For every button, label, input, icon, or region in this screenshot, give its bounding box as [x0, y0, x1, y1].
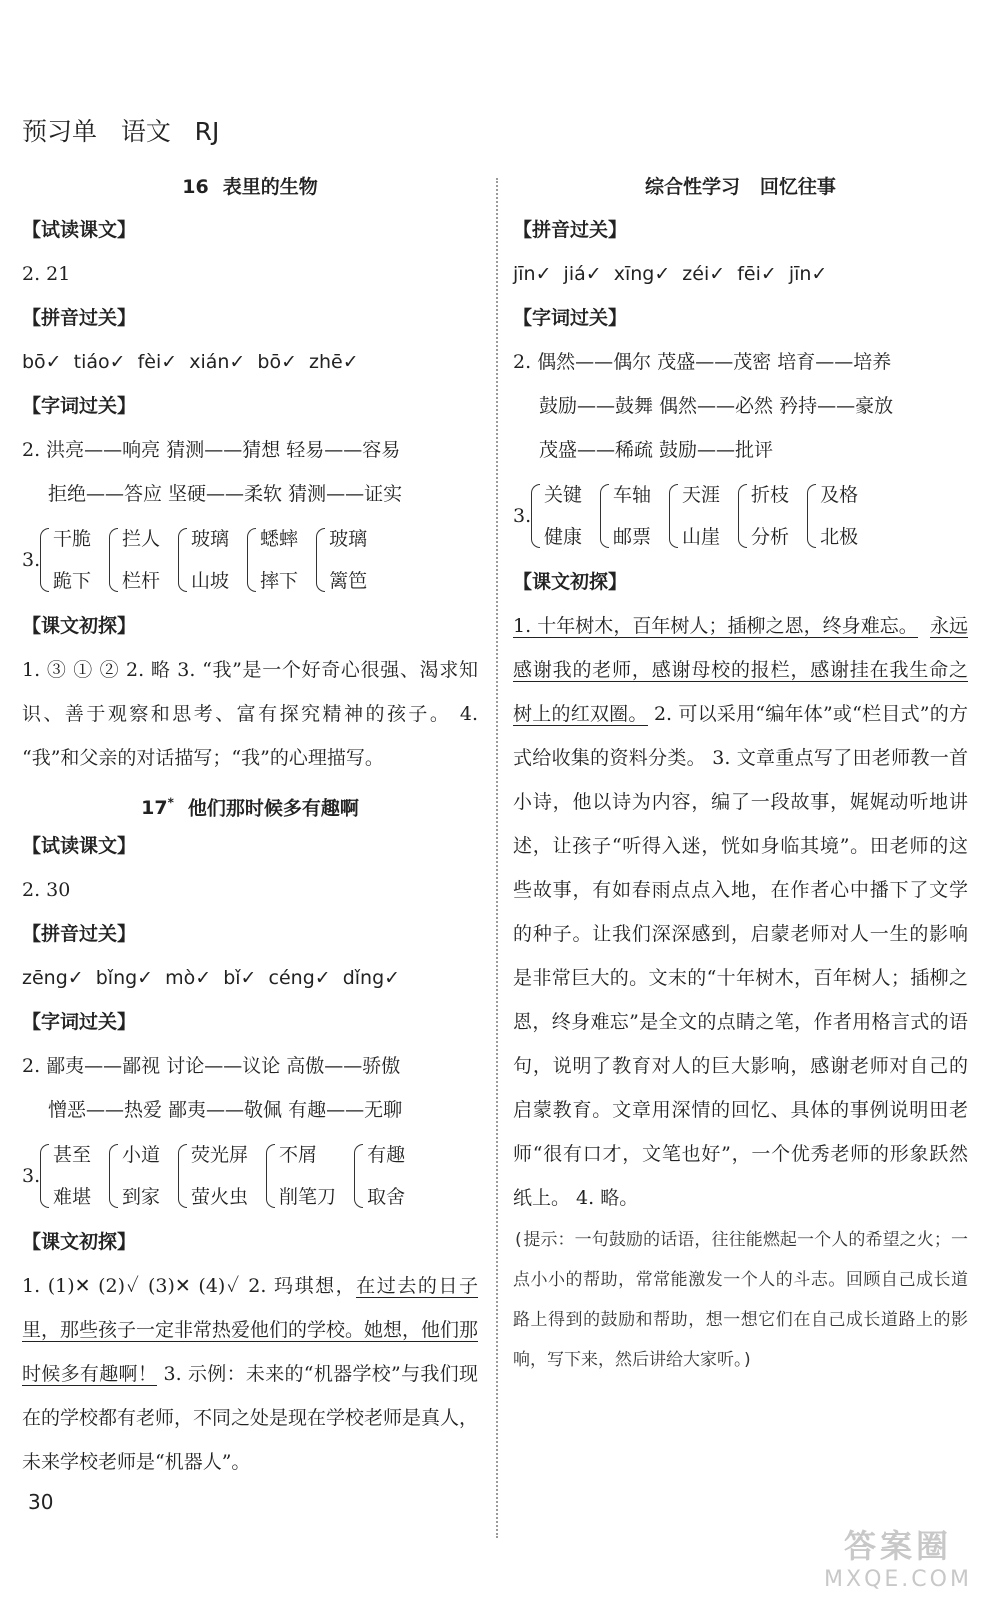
choice-group — [178, 1134, 248, 1218]
choice-word: 玻璃 — [329, 528, 368, 550]
answer-choice-groups — [22, 516, 478, 604]
choice-word: 蟋蟀 — [260, 528, 299, 550]
brace-icon — [178, 528, 187, 592]
section-label-pinyin: 【拼音过关】 — [513, 219, 628, 241]
answer-try: 2. 30 — [22, 879, 71, 901]
brace-icon — [738, 484, 747, 548]
hint-text: (提示：一句鼓励的话语，往往能燃起一个人的希望之火；一点小小的帮助，常常能激发一个人的斗志。回顾自己成长道路上得到的鼓励和帮助，想一想它们在自己成长道路上的影响，写下来，然后讲给大家听。) — [513, 1230, 968, 1370]
underlined-quote: 永远感谢我的老师，感谢母校的报栏，感谢挂在我生命之树上的红双圈。 — [513, 615, 968, 725]
answer-rest: 2. 可以采用“编年体”或“栏目式”的方式给收集的资料分类。 3. 文章重点写了田老师教一首小诗，他以诗为内容，编了一段故事，娓娓动听地讲述，让孩子“听得入迷，恍如身临其境”。田老师的这些故事，有如春雨点点入地，在作者心中播下了文学的种子。让我们深深感到，启蒙老师对人一生的影响是非常巨大的。文末的“十年树木，百年树人；插柳之恩，终身难忘”是全文的点睛之笔，作者用格言式的语句，说明了教育对人的巨大影响，感谢老师对自己的启蒙教育。文章用深情的回忆、具体的事例说明田老师“很有口才，文笔也好”，一个优秀老师的形象跃然纸上。 4. 略。 — [513, 703, 968, 1209]
choice-group — [807, 474, 858, 558]
choice-word: 萤火虫 — [191, 1186, 249, 1208]
answer-words-line-2: 鼓励——鼓舞 偶然——必然 矜持——豪放 — [539, 395, 894, 417]
brace-icon — [316, 528, 325, 592]
answer-try: 2. 21 — [22, 263, 71, 285]
section-label-pinyin: 【拼音过关】 — [22, 923, 137, 945]
choice-word: 天涯 — [682, 484, 721, 506]
choice-group — [247, 518, 298, 602]
choice-group — [738, 474, 789, 558]
choice-group — [600, 474, 651, 558]
choice-word: 山坡 — [191, 570, 230, 592]
left-column — [22, 170, 478, 1484]
choice-word: 削笔刀 — [279, 1186, 337, 1208]
unit-title — [513, 170, 968, 204]
choice-word: 折枝 — [751, 484, 790, 506]
brace-icon — [807, 484, 816, 548]
choice-word: 及格 — [820, 484, 859, 506]
brace-icon — [109, 528, 118, 592]
answer-words-line-1: 2. 洪亮——响亮 猜测——猜想 轻易——容易 — [22, 439, 401, 461]
answer-words-line-3: 茂盛——稀疏 鼓励——批评 — [539, 439, 774, 461]
choice-word: 不屑 — [279, 1144, 318, 1166]
answer-pinyin: jīn✓ jiá✓ xīng✓ zéi✓ fēi✓ jīn✓ — [513, 263, 828, 285]
lesson-16-title — [22, 170, 478, 204]
choice-word: 车轴 — [613, 484, 652, 506]
brace-icon — [669, 484, 678, 548]
choice-word: 拦人 — [122, 528, 161, 550]
choice-word: 邮票 — [613, 526, 652, 548]
lesson-number: 16 — [182, 176, 209, 198]
answer-marks: 1. (1)✕ (2)✓ (3)✕ (4)✓ 2. 玛琪想， — [22, 1275, 357, 1297]
brace-icon — [354, 1144, 363, 1208]
choice-word: 山崖 — [682, 526, 721, 548]
brace-icon — [266, 1144, 275, 1208]
item-number: 3. — [22, 1165, 41, 1187]
column-divider — [496, 178, 498, 1538]
choice-word: 摔下 — [260, 570, 299, 592]
item-number: 3. — [513, 505, 532, 527]
choice-word: 有趣 — [367, 1144, 406, 1166]
answer-words-line-1: 2. 鄙夷——鄙视 讨论——议论 高傲——骄傲 — [22, 1055, 401, 1077]
choice-group — [266, 1134, 336, 1218]
lesson-number: 17* — [141, 796, 174, 820]
choice-word: 取舍 — [367, 1186, 406, 1208]
page-header: 预习单 语文 RJ — [22, 117, 220, 146]
choice-group — [354, 1134, 405, 1218]
choice-word: 北极 — [820, 526, 859, 548]
answer-choice-groups — [513, 472, 968, 560]
page-number: 30 — [28, 1490, 54, 1514]
section-label-words: 【字词过关】 — [513, 307, 628, 329]
choice-word: 篱笆 — [329, 570, 368, 592]
answer-explore — [22, 1264, 478, 1484]
choice-group — [109, 518, 160, 602]
underlined-quote: 1. 十年树木，百年树人；插柳之恩，终身难忘。 — [513, 615, 918, 637]
brace-icon — [531, 484, 540, 548]
choice-word: 难堪 — [53, 1186, 92, 1208]
section-label-try: 【试读课文】 — [22, 219, 137, 241]
item-number: 3. — [22, 549, 41, 571]
section-label-try: 【试读课文】 — [22, 835, 137, 857]
brace-icon — [178, 1144, 187, 1208]
choice-group — [178, 518, 229, 602]
section-label-explore: 【课文初探】 — [22, 615, 137, 637]
choice-word: 栏杆 — [122, 570, 161, 592]
choice-word: 健康 — [544, 526, 583, 548]
lesson-title: 表里的生物 — [222, 176, 318, 198]
unit-title-b: 回忆往事 — [759, 176, 836, 198]
optional-mark: * — [167, 796, 174, 810]
choice-word: 玻璃 — [191, 528, 230, 550]
brace-icon — [40, 528, 49, 592]
right-column — [513, 170, 968, 1380]
brace-icon — [247, 528, 256, 592]
answer-choice-groups — [22, 1132, 478, 1220]
choice-word: 小道 — [122, 1144, 161, 1166]
answer-words-line-2: 拒绝——答应 坚硬——柔软 猜测——证实 — [48, 483, 403, 505]
answer-explore: 1. ③ ① ② 2. 略 3. “我”是一个好奇心很强、渴求知识、善于观察和思考、富有探究精神的孩子。 4. “我”和父亲的对话描写；“我”的心理描写。 — [22, 659, 478, 769]
choice-word: 到家 — [122, 1186, 161, 1208]
watermark-logo — [818, 1521, 978, 1592]
section-label-words: 【字词过关】 — [22, 395, 137, 417]
lesson-title: 他们那时候多有趣啊 — [187, 797, 359, 820]
watermark-url: MXQE.COM — [824, 1567, 972, 1592]
brace-icon — [40, 1144, 49, 1208]
unit-title-a: 综合性学习 — [645, 176, 741, 198]
choice-group — [40, 1134, 91, 1218]
section-label-words: 【字词过关】 — [22, 1011, 137, 1033]
choice-group — [531, 474, 582, 558]
answer-words-line-1: 2. 偶然——偶尔 茂盛——茂密 培育——培养 — [513, 351, 892, 373]
answer-words-line-2: 憎恶——热爱 鄙夷——敬佩 有趣——无聊 — [48, 1099, 403, 1121]
answer-explore — [513, 604, 968, 1220]
choice-word: 跪下 — [53, 570, 92, 592]
answer-pinyin: zēng✓ bǐng✓ mò✓ bǐ✓ céng✓ dǐng✓ — [22, 967, 401, 989]
brace-icon — [109, 1144, 118, 1208]
choice-word: 关键 — [544, 484, 583, 506]
section-label-explore: 【课文初探】 — [513, 571, 628, 593]
choice-word: 甚至 — [53, 1144, 92, 1166]
watermark-text: 答案圈 — [843, 1527, 952, 1565]
underlined-quote: 在过去的日子里，那些孩子一定非常热爱他们的学校。她想，他们那时候多有趣啊！ — [22, 1275, 479, 1385]
choice-group — [109, 1134, 160, 1218]
choice-word: 分析 — [751, 526, 790, 548]
section-label-pinyin: 【拼音过关】 — [22, 307, 137, 329]
brace-icon — [600, 484, 609, 548]
answer-pinyin: bō✓ tiáo✓ fèi✓ xián✓ bō✓ zhē✓ — [22, 351, 359, 373]
choice-group — [669, 474, 720, 558]
choice-group — [316, 518, 367, 602]
choice-word: 干脆 — [53, 528, 92, 550]
section-label-explore: 【课文初探】 — [22, 1231, 137, 1253]
lesson-17-title — [22, 786, 478, 820]
choice-word: 荧光屏 — [191, 1144, 249, 1166]
answer-rest: 3. 示例：未来的“机器学校”与我们现在的学校都有老师，不同之处是现在学校老师是真人，未来学校老师是“机器人”。 — [22, 1363, 479, 1473]
choice-group — [40, 518, 91, 602]
